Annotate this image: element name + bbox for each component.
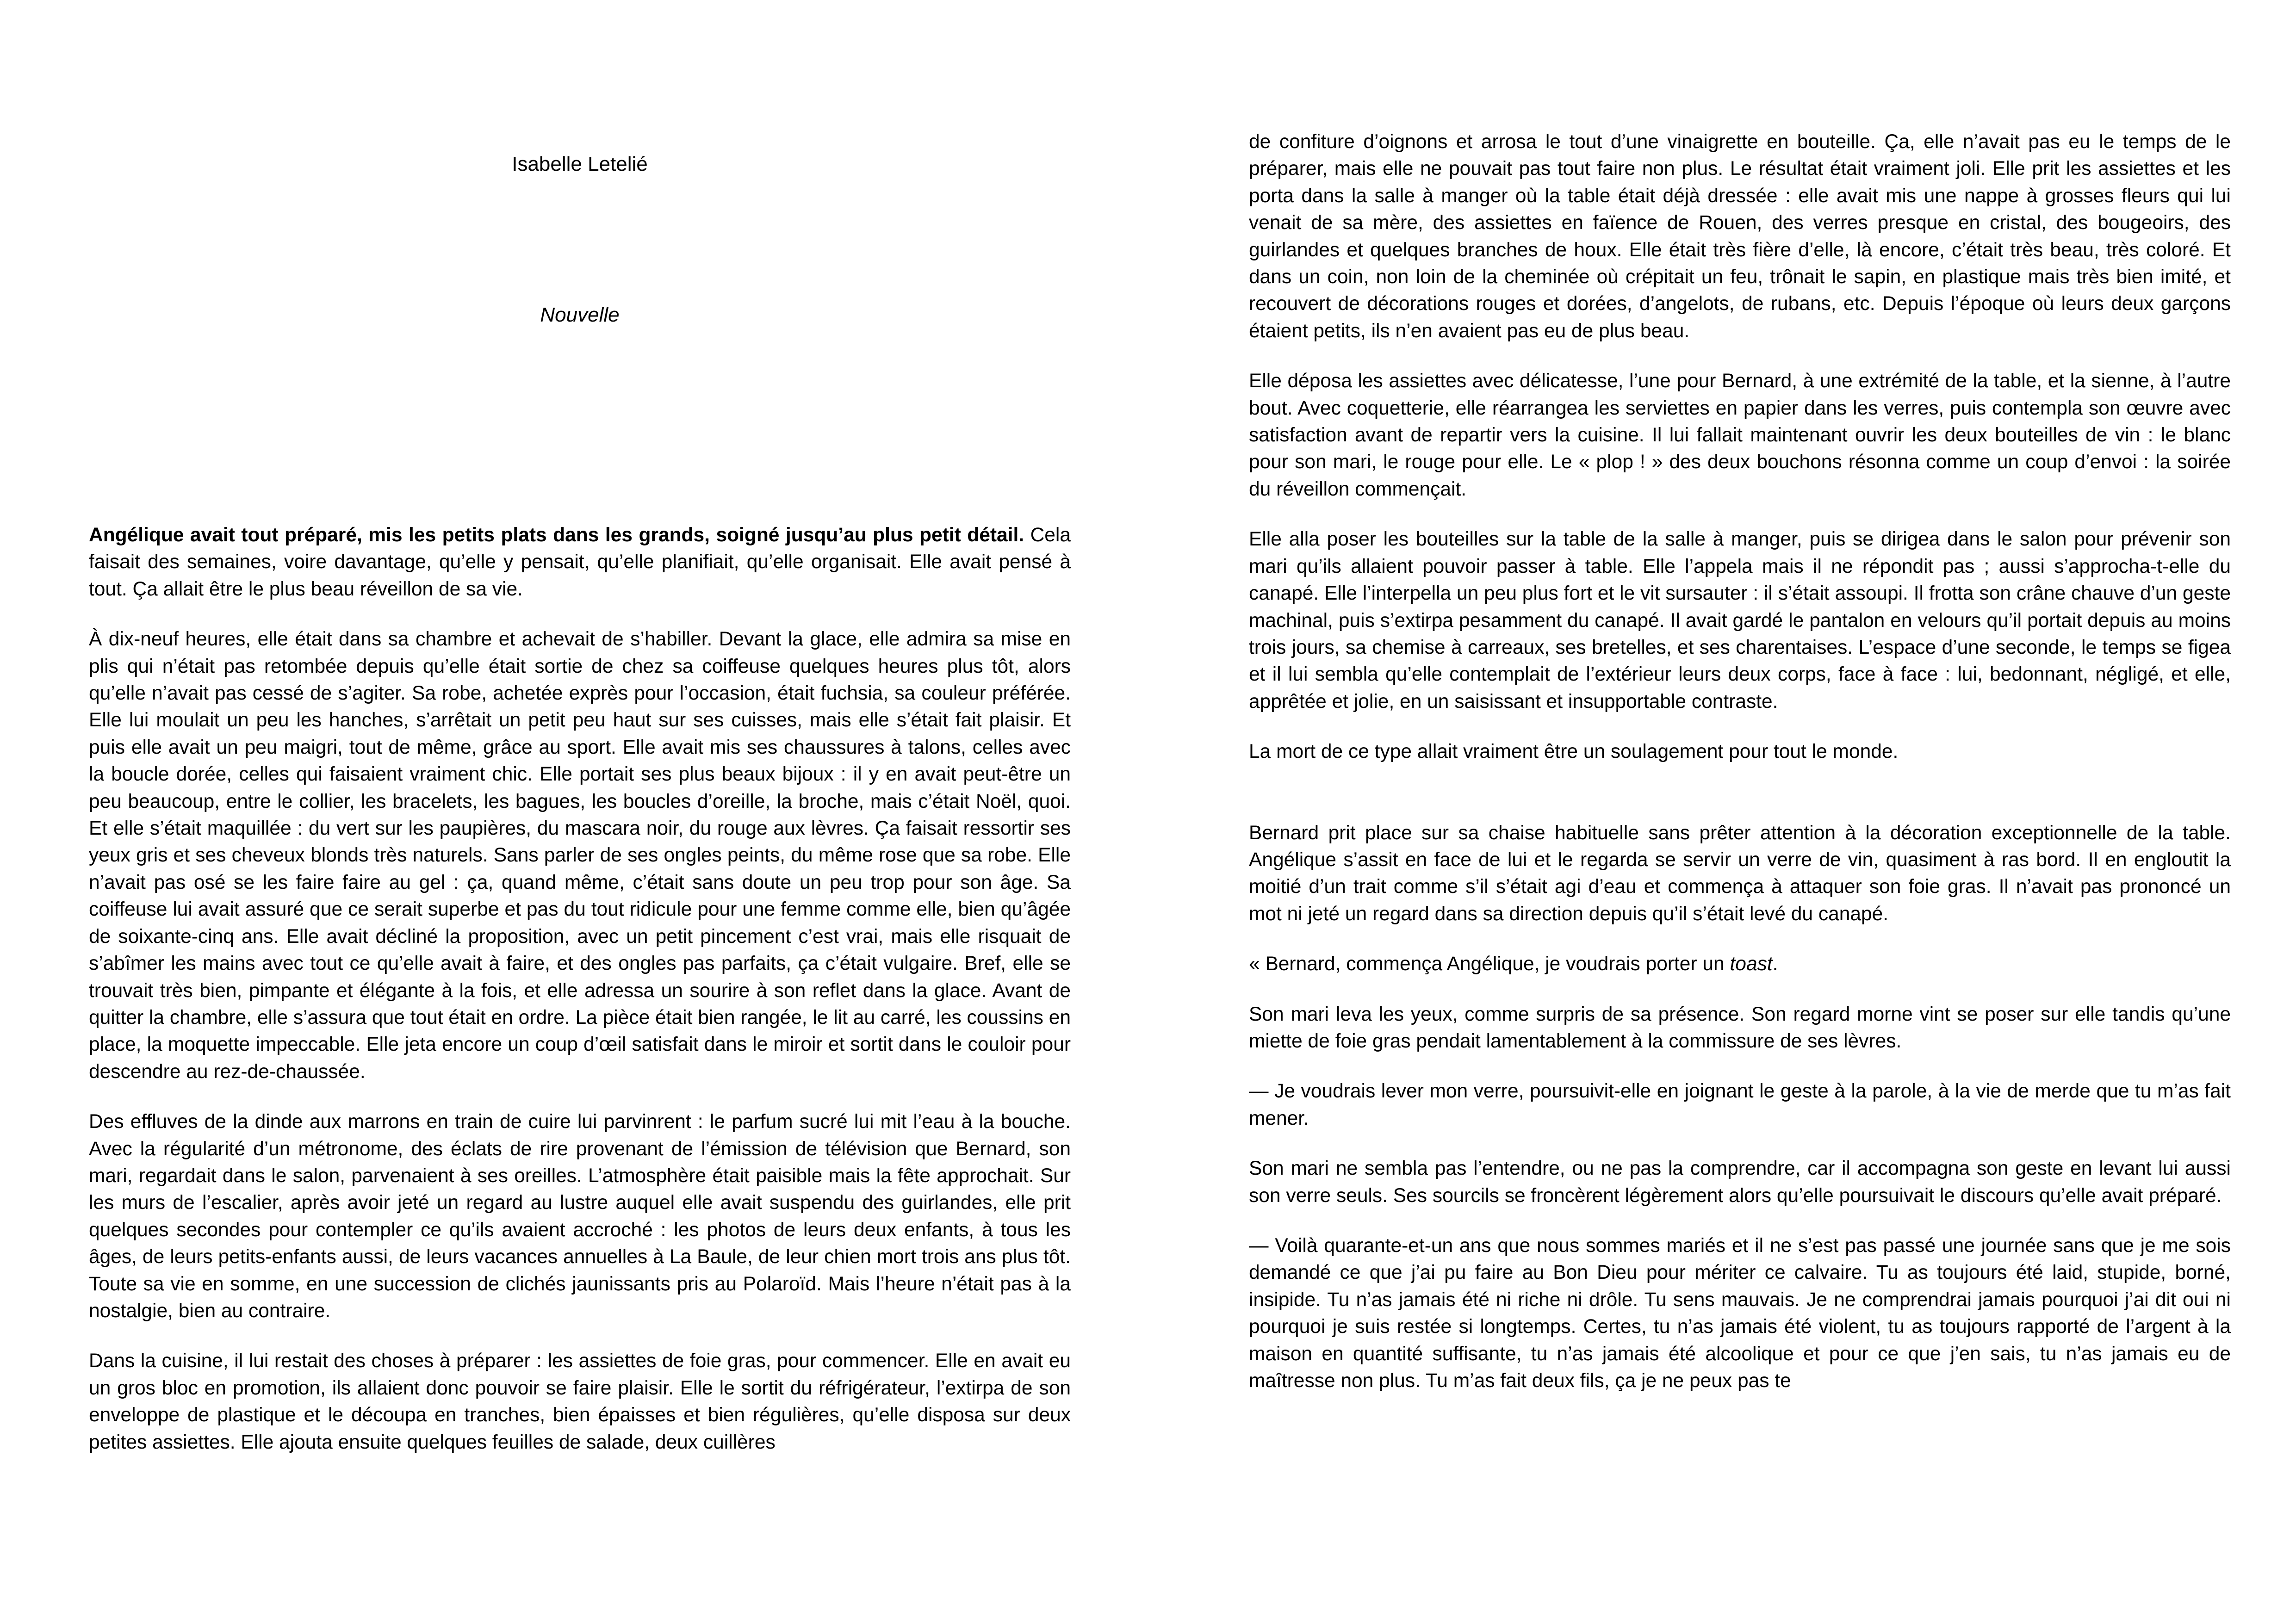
lead-sentence-bold: Angélique avait tout préparé, mis les petits plats dans les grands, soigné jusqu’au plus petit détail. bbox=[89, 524, 1024, 546]
paragraph: de confiture d’oignons et arrosa le tout d’une vinaigrette en bouteille. Ça, elle n’avait pas eu le temps de le préparer, mais elle ne pouvait pas tout faire non plus. Le résultat était vraiment joli. Elle prit les assiettes et les porta dans la salle à manger où la table était déjà dressée : elle avait mis une nappe à grosses fleurs qui lui venait de sa mère, des assiettes en faïence de Rouen, des verres presque en cristal, des bougeoirs, des guirlandes et quelques branches de houx. Elle était très fière d’elle, là encore, c’était très beau, très coloré. Et dans un coin, non loin de la cheminée où crépitait un feu, trônait le sapin, en plastique mais très bien imité, et recouvert de décorations rouges et dorées, d’angelots, de rubans, etc. Depuis l’époque où leurs deux garçons étaient petits, ils n’en avaient pas eu de plus beau. bbox=[1249, 131, 2231, 342]
paragraph: — Voilà quarante-et-un ans que nous sommes mariés et il ne s’est pas passé une journée sans que je me sois demandé ce que j’ai pu faire au Bon Dieu pour mériter ce calvaire. Tu as toujours été laid, stupide, borné, insipide. Tu n’as jamais été ni riche ni drôle. Tu sens mauvais. Je ne comprendrai jamais pourquoi j’ai dit oui ni pourquoi je suis restée si longtemps. Certes, tu n’as jamais été violent, tu as toujours rapporté de l’argent à la maison en quantité suffisante, tu n’as jamais été alcoolique et pour ce que j’en sais, tu n’as jamais eu de maîtresse non plus. Tu m’as fait deux fils, ça je ne peux pas te bbox=[1249, 1235, 2231, 1392]
italic-word: toast bbox=[1730, 953, 1773, 975]
paragraph: Dans la cuisine, il lui restait des choses à préparer : les assiettes de foie gras, pour commencer. Elle en avait eu un gros bloc en promotion, ils allaient donc pouvoir se faire plaisir. Elle le sortit du réfrigérateur, l’extirpa de son enveloppe de plastique et le découpa en tranches, bien épaisses et bien régulières, qu’elle disposa sur deux petites assiettes. Elle ajouta ensuite quelques feuilles de salade, deux cuillères bbox=[89, 1350, 1071, 1453]
paragraph-text: « Bernard, commença Angélique, je voudrais porter un bbox=[1249, 953, 1730, 975]
genre-label: Nouvelle bbox=[540, 304, 620, 326]
paragraph: Son mari leva les yeux, comme surpris de sa présence. Son regard morne vint se poser sur elle tandis qu’une miette de foie gras pendait lamentablement à la commissure de ses lèvres. bbox=[1249, 1003, 2231, 1052]
right-text-column bbox=[1249, 129, 2231, 1418]
paragraph: La mort de ce type allait vraiment être un soulagement pour tout le monde. bbox=[1249, 741, 1899, 763]
paragraph bbox=[1249, 951, 2231, 978]
paragraph: Elle alla poser les bouteilles sur la table de la salle à manger, puis se dirigea dans le salon pour prévenir son mari qu’ils allaient pouvoir passer à table. Elle l’appela mais il ne répondit pas ; aussi s’approcha-t-elle du canapé. Elle l’interpella un peu plus fort et le vit sursauter : il s’était assoupi. Il frotta son crâne chauve d’un geste machinal, puis s’extirpa pesamment du canapé. Il avait gardé le pantalon en velours qu’il portait depuis au moins trois jours, sa chemise à carreaux, ses bretelles, et ses charentaises. L’espace d’une seconde, le temps se figea et il lui sembla qu’elle contemplait de l’extérieur leurs deux corps, face à face : lui, bedonnant, négligé, et elle, apprêtée et jolie, en un saisissant et insupportable contraste. bbox=[1249, 528, 2231, 712]
paragraph-text: Cela faisait des semaines, voire davantage, qu’elle y pensait, qu’elle planifiait, qu’elle organisait. Elle avait pensé à tout. Ça allait être le plus beau réveillon de sa vie. bbox=[89, 524, 1071, 600]
paragraph: À dix-neuf heures, elle était dans sa chambre et achevait de s’habiller. Devant la glace, elle admira sa mise en plis qui n’était pas retombée depuis qu’elle était sortie de chez sa coiffeuse quelques heures plus tôt, alors qu’elle n’avait pas cessé de s’agiter. Sa robe, achetée exprès pour l’occasion, était fuchsia, sa couleur préférée. Elle lui moulait un peu les hanches, s’arrêtait un petit peu haut sur ses cuisses, mais elle s’était fait plaisir. Et puis elle avait un peu maigri, tout de même, grâce au sport. Elle avait mis ses chaussures à talons, celles avec la boucle dorée, celles qui faisaient vraiment chic. Elle portait ses plus beaux bijoux : il y en avait peut-être un peu beaucoup, entre le collier, les bracelets, les bagues, les boucles d’oreille, la broche, mais c’était Noël, quoi. Et elle s’était maquillée : du vert sur les paupières, du mascara noir, du rouge aux lèvres. Ça faisait ressortir ses yeux gris et ses cheveux blonds très naturels. Sans parler de ses ongles peints, du même rose que sa robe. Elle n’avait pas osé se les faire faire au gel : ça, quand même, c’était sans doute un peu trop pour son âge. Sa coiffeuse lui avait assuré que ce serait superbe et pas du tout ridicule pour une femme comme elle, bien qu’âgée de soixante-cinq ans. Elle avait décliné la proposition, avec un petit pincement c’est vrai, mais elle risquait de s’abîmer les mains avec tout ce qu’elle avait à faire, et des ongles pas parfaits, ça c’était vulgaire. Bref, elle se trouvait très bien, pimpante et élégante à la fois, et elle adressa un sourire à son reflet dans la glace. Avant de quitter la chambre, elle s’assura que tout était en ordre. La pièce était bien rangée, le lit au carré, les coussins en place, la moquette impeccable. Elle jeta encore un coup d’œil satisfait dans le miroir et sortit dans le couloir pour descendre au rez-de-chaussée. bbox=[89, 628, 1071, 1083]
paragraph: Elle déposa les assiettes avec délicatesse, l’une pour Bernard, à une extrémité de la table, et la sienne, à l’autre bout. Avec coquetterie, elle réarrangea les serviettes en papier dans les verres, puis contempla son œuvre avec satisfaction avant de repartir vers la cuisine. Il lui fallait maintenant ouvrir les deux bouteilles de vin : le blanc pour son mari, le rouge pour elle. Le « plop ! » des deux bouchons résonna comme un coup d’envoi : la soirée du réveillon commençait. bbox=[1249, 370, 2231, 500]
paragraph: Des effluves de la dinde aux marrons en train de cuire lui parvinrent : le parfum sucré lui mit l’eau à la bouche. Avec la régularité d’un métronome, des éclats de rire provenant de l’émission de télévision que Bernard, son mari, regardait dans le salon, parvenaient à ses oreilles. L’atmosphère était paisible mais la fête approchait. Sur les murs de l’escalier, après avoir jeté un regard au lustre auquel elle avait suspendu des guirlandes, elle prit quelques secondes pour contempler ce qu’ils avaient accroché : les photos de leurs deux enfants, à tous les âges, de leurs petits-enfants aussi, de leurs vacances annuelles à La Baule, de leur chien mort trois ans plus tôt. Toute sa vie en somme, en une succession de clichés jaunissants pris au Polaroïd. Mais l’heure n’était pas à la nostalgie, bien au contraire. bbox=[89, 1111, 1071, 1322]
paragraph bbox=[89, 522, 1071, 603]
paragraph: — Je voudrais lever mon verre, poursuivit-elle en joignant le geste à la parole, à la vie de merde que tu m’as fait mener. bbox=[1249, 1080, 2231, 1129]
paragraph: Son mari ne sembla pas l’entendre, ou ne pas la comprendre, car il accompagna son geste en levant lui aussi son verre seuls. Ses sourcils se froncèrent légèrement alors qu’elle poursuivait le discours qu’elle avait préparé. bbox=[1249, 1158, 2231, 1207]
paragraph-text-end: . bbox=[1772, 953, 1778, 975]
paragraph: Bernard prit place sur sa chaise habituelle sans prêter attention à la décoration exceptionnelle de la table. Angélique s’assit en face de lui et le regarda se servir un verre de vin, quasiment à ras bord. Il en engloutit la moitié d’un trait comme s’il s’était agi d’eau et commença à attaquer son foie gras. Il n’avait pas prononcé un mot ni jeté un regard dans sa direction depuis qu’il s’était levé du canapé. bbox=[1249, 822, 2231, 925]
author-name: Isabelle Letelié bbox=[512, 153, 648, 175]
right-page bbox=[1148, 0, 2296, 1623]
left-text-column bbox=[89, 522, 1071, 1479]
